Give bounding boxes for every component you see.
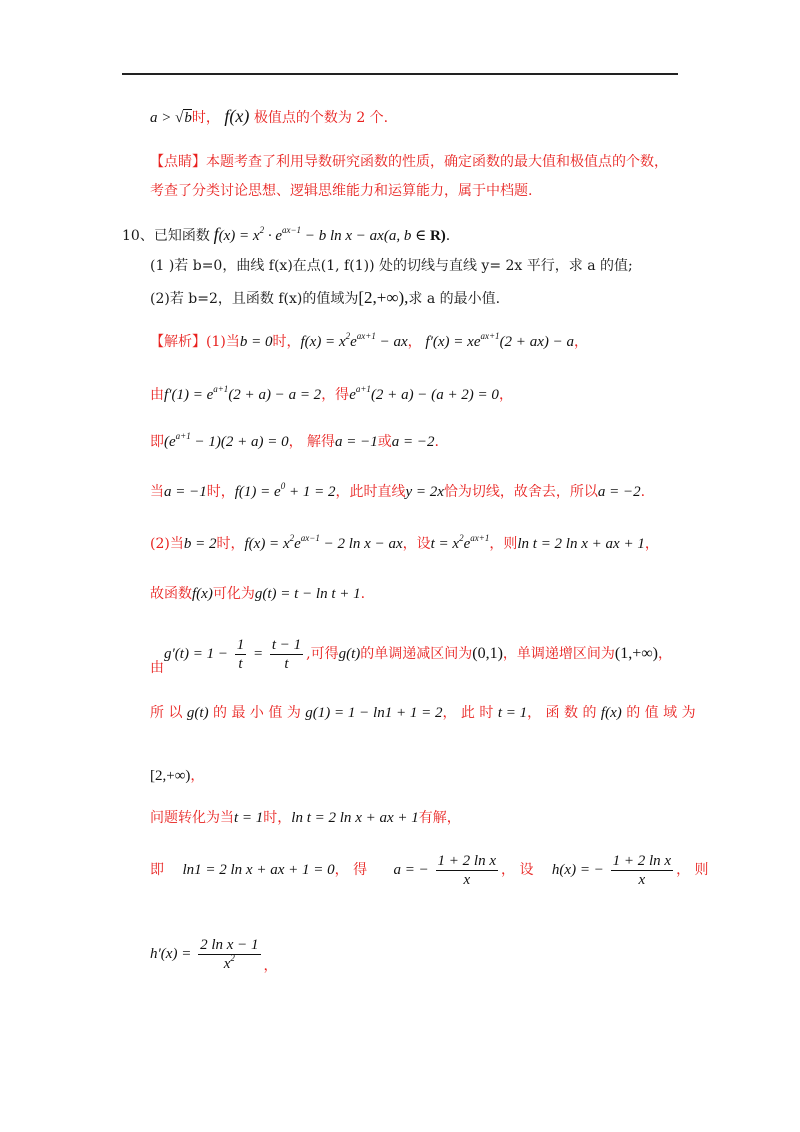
text: 当	[150, 484, 164, 500]
text: ，	[658, 645, 672, 662]
text: ， 函 数 的	[527, 705, 597, 721]
text: 求 a 的最小值.	[408, 291, 501, 307]
text: 的单调递减区间为	[360, 645, 473, 662]
text: ，	[573, 334, 588, 350]
solution-line-7	[150, 636, 672, 679]
text: ， 得	[334, 861, 368, 878]
solution-line-1	[150, 332, 588, 352]
text: 时，	[206, 484, 235, 500]
text: 所 以	[150, 705, 183, 721]
formula: a = −2	[597, 484, 641, 500]
text: 问题转化为当	[150, 810, 234, 826]
solution-line-5	[150, 534, 659, 554]
solution-line-11	[150, 852, 709, 889]
range-formula: [2,+∞),	[358, 288, 409, 307]
solution-line-8	[150, 703, 696, 723]
formula: t = 1	[497, 705, 528, 721]
formula: ln t = 2 ln x + ax + 1	[291, 810, 419, 826]
formula: g(1) = 1 − ln1 + 1 = 2	[305, 705, 443, 721]
solution-line-4	[150, 482, 645, 502]
solution-line-2	[150, 385, 513, 405]
text: ,可得	[306, 645, 339, 662]
formula: y = 2x	[405, 484, 444, 500]
header-rule	[122, 73, 678, 75]
text: .	[360, 586, 366, 602]
formula: $f'(1) = e^{a+1}(2 + a) - a = 2$	[164, 384, 322, 403]
solution-line-12	[150, 936, 278, 977]
formula: f(x)	[600, 705, 622, 721]
derivative-formula: g′(t) = 1 − $\frac{1}{t}$ = $\frac{t - 1}{t}$	[164, 637, 302, 672]
text: 的 最 小 值 为	[213, 705, 301, 721]
text: ， 设	[501, 861, 534, 878]
formula: $f(1) = e^0 + 1 = 2$	[234, 481, 336, 500]
solution-line-3	[150, 432, 439, 452]
text: ，则	[489, 536, 518, 552]
text: (1)当	[206, 334, 240, 350]
text: ，	[407, 334, 422, 350]
text: ，	[190, 768, 205, 784]
comment-text: 考查了分类讨论思想、逻辑思维能力和运算能力，属于中档题.	[150, 183, 533, 199]
formula: ln1 = 2 ln x + ax + 1 = 0	[182, 861, 335, 878]
solution-line-10	[150, 808, 461, 828]
formula: $e^{a+1}(2 + a) - (a + 2) = 0$	[349, 384, 499, 403]
formula: ln t = 2 ln x + ax + 1	[517, 536, 645, 552]
text: ，	[644, 536, 659, 552]
problem-intro: 已知函数	[153, 228, 210, 244]
problem-part-2	[150, 288, 500, 309]
solution-tag: 【解析】	[150, 334, 206, 350]
text: (2)若 b=2，且函数 f(x)的值域为	[150, 291, 359, 307]
prev-conclusion-line	[150, 106, 388, 128]
comment-line-1	[150, 152, 668, 172]
formula: g(t)	[186, 705, 209, 721]
text: (2)当	[150, 536, 184, 552]
comment-text: 本题考查了利用导数研究函数的性质，确定函数的最大值和极值点的个数，	[206, 154, 668, 170]
problem-number: 10、	[122, 228, 154, 244]
formula: b = 2	[183, 536, 217, 552]
text: ，得	[321, 387, 350, 403]
formula: $f'(x) = xe^{ax+1}(2 + ax) - a$	[425, 331, 574, 350]
formula: f(x)	[224, 106, 254, 126]
text: ，	[263, 957, 278, 974]
text: ， 解得	[288, 434, 336, 450]
text: 时，	[272, 334, 301, 350]
formula-h: h(x) = − $\frac{\text{1 + 2 ln x}}{x}$	[551, 853, 672, 888]
formula: f(x)	[192, 586, 213, 602]
formula: $f(x) = x^2e^{ax+1}$ − ax	[300, 331, 408, 350]
formula: $t = x^2e^{ax+1}$	[430, 533, 490, 552]
text: ，设	[402, 536, 431, 552]
text: 有解，	[418, 810, 461, 826]
problem-statement	[122, 224, 450, 246]
text: ，单调递增区间为	[502, 645, 615, 662]
formula: (0,1)	[472, 644, 503, 662]
problem-part-1: (1 )若 b=0，曲线 f(x)在点(1, f(1)) 处的切线与直线 y= 2x 平行，求 a 的值;	[150, 258, 633, 274]
function-formula: $f(x) = x^2 \cdot e^{ax-1} - b$ ln x − ax(a, b ∈ R)	[213, 224, 446, 244]
comment-line-2	[150, 181, 532, 201]
text: ，此时直线	[335, 484, 406, 500]
text: 极值点的个数为 2 个.	[253, 110, 389, 126]
formula: t = 1	[234, 810, 264, 826]
text: 时，	[191, 110, 220, 126]
text: 时，	[216, 536, 245, 552]
text: 的 值 域 为	[626, 705, 696, 721]
solution-line-9	[150, 766, 204, 786]
problem-end: .	[445, 228, 451, 244]
formula-h-prime: h′(x) = $\frac{\text{2 ln x − 1}}{x^2}$	[150, 937, 259, 972]
text: ，	[498, 387, 513, 403]
formula: g(t)	[338, 645, 361, 662]
comment-tag: 【点睛】	[150, 154, 206, 170]
text: 故函数	[150, 586, 192, 602]
text: 或	[377, 434, 392, 450]
formula: $(e^{a+1} - 1)(2 + a) = 0$	[164, 431, 289, 450]
text: ， 此 时	[442, 705, 494, 721]
formula: a = −1	[164, 484, 207, 500]
text: 即	[150, 434, 164, 450]
text: ， 则	[676, 861, 709, 878]
text: 由	[150, 659, 164, 676]
formula: g(t) = t − ln t + 1	[254, 586, 361, 602]
text: .	[640, 484, 646, 500]
text: 恰为切线，故舍去，所以	[443, 484, 598, 500]
formula-a: a = − $\frac{\text{1 + 2 ln x}}{x}$	[393, 853, 497, 888]
text: 时，	[263, 810, 292, 826]
text: 即	[150, 861, 164, 878]
text: 可化为	[212, 586, 255, 602]
text: .	[434, 434, 439, 450]
formula: $f(x) = x^2e^{ax-1} - 2$ ln x − ax	[244, 533, 403, 552]
formula: b = 0	[239, 334, 273, 350]
formula: a = −2	[391, 434, 435, 450]
formula: [2,+∞)	[150, 768, 191, 784]
condition-formula: a > √b	[150, 110, 192, 126]
formula: (1,+∞)	[614, 644, 658, 662]
solution-line-6	[150, 584, 365, 604]
formula: a = −1	[335, 434, 378, 450]
text: 由	[150, 387, 164, 403]
